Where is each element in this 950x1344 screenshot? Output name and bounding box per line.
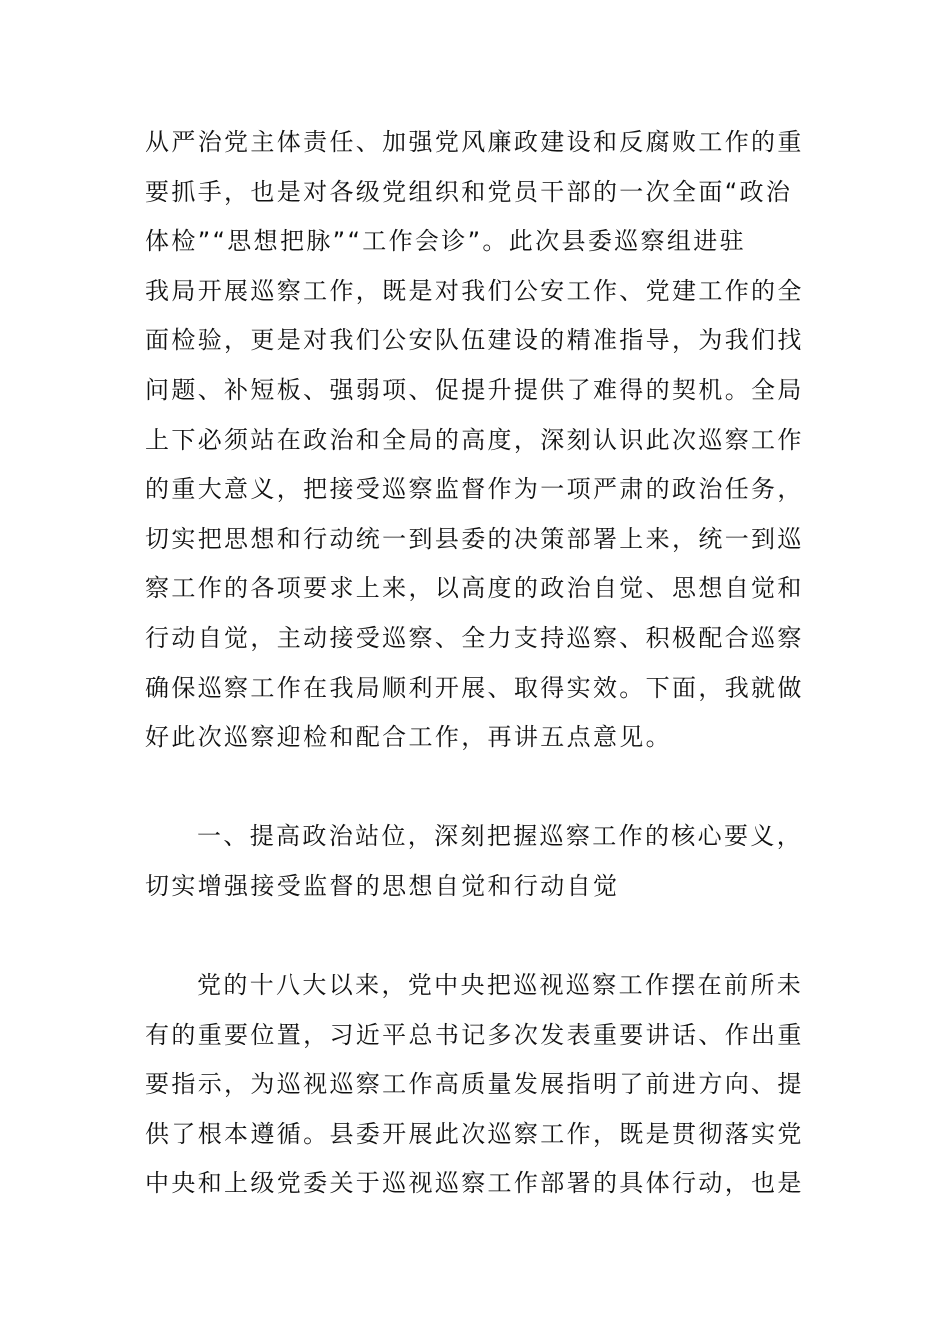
paragraph-1 xyxy=(145,118,825,763)
text-line: 察工作的各项要求上来，以高度的政治自觉、思想自觉和 xyxy=(145,574,804,603)
heading-line: 切实增强接受监督的思想自觉和行动自觉 xyxy=(145,871,620,900)
text-line: 供了根本遵循。县委开展此次巡察工作，既是贯彻落实党 xyxy=(145,1119,804,1148)
text-line: 上下必须站在政治和全局的高度，深刻认识此次巡察工作 xyxy=(145,425,804,454)
text-line: 行动自觉，主动接受巡察、全力支持巡察、积极配合巡察 xyxy=(145,623,804,652)
heading-line: 一、提高政治站位，深刻把握巡察工作的核心要义， xyxy=(197,822,804,851)
paragraph-2 xyxy=(145,961,825,1209)
paragraph-spacer xyxy=(145,763,825,813)
text-line: 确保巡察工作在我局顺利开展、取得实效。下面，我就做 xyxy=(145,673,804,702)
text-line: 我局开展巡察工作，既是对我们公安工作、党建工作的全 xyxy=(145,276,804,305)
text-line: 要抓手，也是对各级党组织和党员干部的一次全面“政治 xyxy=(145,177,793,206)
text-line: 切实把思想和行动统一到县委的决策部署上来，统一到巡 xyxy=(145,524,804,553)
document-page xyxy=(145,118,825,1209)
text-line: 要指示，为巡视巡察工作高质量发展指明了前进方向、提 xyxy=(145,1070,804,1099)
text-line: 问题、补短板、强弱项、促提升提供了难得的契机。全局 xyxy=(145,375,804,404)
text-line: 体检”“思想把脉”“工作会诊”。此次县委巡察组进驻 xyxy=(145,227,746,256)
section-heading-1 xyxy=(145,812,825,911)
text-line: 党的十八大以来，党中央把巡视巡察工作摆在前所未 xyxy=(197,971,804,1000)
paragraph-spacer xyxy=(145,912,825,962)
text-line: 好此次巡察迎检和配合工作，再讲五点意见。 xyxy=(145,723,672,752)
text-line: 中央和上级党委关于巡视巡察工作部署的具体行动，也是 xyxy=(145,1169,804,1198)
text-line: 面检验，更是对我们公安队伍建设的精准指导，为我们找 xyxy=(145,326,804,355)
text-line: 有的重要位置，习近平总书记多次发表重要讲话、作出重 xyxy=(145,1020,804,1049)
text-line: 从严治党主体责任、加强党风廉政建设和反腐败工作的重 xyxy=(145,128,804,156)
text-line: 的重大意义，把接受巡察监督作为一项严肃的政治任务， xyxy=(145,475,804,504)
